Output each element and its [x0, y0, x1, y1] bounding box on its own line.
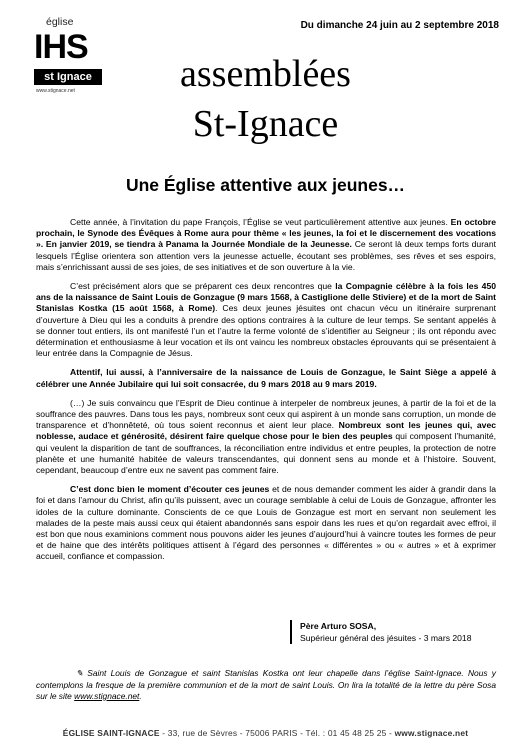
- p2-bold: la Compagnie célèbre à la fois les 450 ans de la naissance de Saint Louis de Gonzague (9 mars 1568, à Castiglione delle Stiviere) et de la mort de Saint Stanislas Kostka (15 août 1568, à Rome): [36, 281, 496, 314]
- paragraph-5: [36, 484, 496, 562]
- date-range: Du dimanche 24 juin au 2 septembre 2018: [300, 20, 499, 31]
- signature-name: Père Arturo SOSA,: [300, 621, 377, 631]
- signature-block: [290, 620, 500, 644]
- p2-text-c: . Ces deux jeunes jésuites ont chacun vécu un itinéraire surprenant d’ouverture à Dieu qui les a conduits à prendre des options contraires à la culture de leur temps. Se sentant appelés à se donner tout entiers, ils ont manifesté l’un et l’autre la ferme volonté de s’identifier au Seigneur ; ils ont répondu avec détermination et enthousiasme à leur vocation et ils ont vaincu les nombreux obstacles éprouvants qui se présentaient à leur entrée dans la Compagnie de Jésus.: [36, 303, 496, 359]
- paragraph-3: [36, 367, 496, 389]
- paragraph-4: [36, 398, 496, 476]
- p1-text-a: Cette année, à l’invitation du pape François, l’Église se veut particulièrement attentive aux jeunes.: [70, 217, 451, 227]
- p4-bold: Nombreux sont les jeunes qui, avec noblesse, audace et générosité, désirent faire quelque chose pour le bien des peuples: [36, 420, 496, 442]
- signature-role: Supérieur général des jésuites - 3 mars 2018: [300, 633, 472, 643]
- article-body: [36, 217, 496, 571]
- p4-text-a: (…) Je suis convaincu que l’Esprit de Dieu continue à interpeler de nombreux jeunes, à partir de la foi et de la souffrance des pauvres. Dans tous les pays, nombreux sont ceux qui aspirent à un monde sans corruption, un monde de transparence et d’honnêteté, où tous soient reconnus et aient leur place.: [36, 397, 496, 431]
- p1-text-c: Ce seront là deux temps forts durant lesquels l’Église orientera son attention vers la jeunesse actuelle, écoutant ses problèmes, ses rêves et ses espoirs, mais s’enrichissant aussi de ses joies, de ses initiatives et de son ouverture à la vie.: [36, 239, 497, 272]
- footnote-link[interactable]: www.stignace.net: [74, 691, 140, 701]
- p2-text-a: C’est précisément alors que se préparent ces deux rencontres que: [70, 281, 336, 292]
- article-subtitle: Une Église attentive aux jeunes…: [125, 175, 406, 195]
- logo-band-text: st Ignace: [34, 69, 102, 85]
- title-line-2: St-Ignace: [192, 103, 339, 145]
- p4-text-c: qui composent l’humanité, qui veulent la disparition de tant de souffrances, la réconciliation entre individus et entre peuples, la protection de notre planète et une humanité habitée de valeurs transcendantes, qui donnent sens au monde et à l’histoire. Souvent, cependant, beaucoup d’entre eux ne savent pas comment faire.: [36, 431, 496, 476]
- footnote: [36, 668, 496, 703]
- logo-ihs-monogram: IHS: [34, 28, 88, 66]
- footer-site-link[interactable]: www.stignace.net: [394, 728, 469, 738]
- paragraph-1: [36, 217, 496, 273]
- p5-text-b: et de nous demander comment les aider à grandir dans la foi et dans l’amour du Christ, afin qu’ils puissent, avec un courage semblable à celui de Louis de Gonzague, affronter les idoles de la culture dominante. Conscients de ce que Louis de Gonzague est mort en servant non seulement les malades de la peste mais aussi ceux qui étaient abandonnés sans espoir dans les rues et qu’on regardait avec effroi, il est bon que nous examinions comment nous pouvons aider les jeunes d’aujourd’hui à vaincre toutes les formes de peur et de haine que des intérêts politiques attisent à l’égard des personnes « différentes » ou « autres » et à exprimer accueil, confiance et compassion.: [36, 484, 496, 562]
- footnote-text: Saint Louis de Gonzague et saint Stanislas Kostka ont leur chapelle dans l’église Saint-Ignace. Nous y contemplons la fresque de la première communion et de la mort de saint Louis. On lira la totalité de la lettre du père Sosa sur le site: [36, 668, 496, 701]
- p5-bold: C’est donc bien le moment d’écouter ces jeunes: [70, 484, 270, 495]
- paragraph-2: [36, 281, 496, 359]
- page-footer: [0, 728, 531, 738]
- logo-url-text: www.stignace.net: [36, 88, 75, 94]
- p1-bold: En octobre prochain, le Synode des Évêques à Rome aura pour thème « les jeunes, la foi et le discernement des vocations ». En janvier 2019, se tiendra à Panama la Journée Mondiale de la Jeunesse.: [36, 217, 496, 250]
- pencil-icon: ✎: [76, 668, 84, 678]
- title-line-1: assemblées: [180, 53, 351, 95]
- footer-church: ÉGLISE SAINT-IGNACE: [62, 728, 160, 738]
- p3-bold: Attentif, lui aussi, à l’anniversaire de la naissance de Louis de Gonzague, le Saint Siège a appelé à célébrer une Année Jubilaire qui lui soit consacrée, du 9 mars 2018 au 9 mars 2019.: [36, 367, 496, 389]
- logo-eglise-text: église: [46, 16, 74, 28]
- footer-address: - 33, rue de Sèvres - 75006 PARIS - Tél. : 01 45 48 25 25 -: [159, 728, 395, 738]
- footnote-end: .: [139, 691, 142, 701]
